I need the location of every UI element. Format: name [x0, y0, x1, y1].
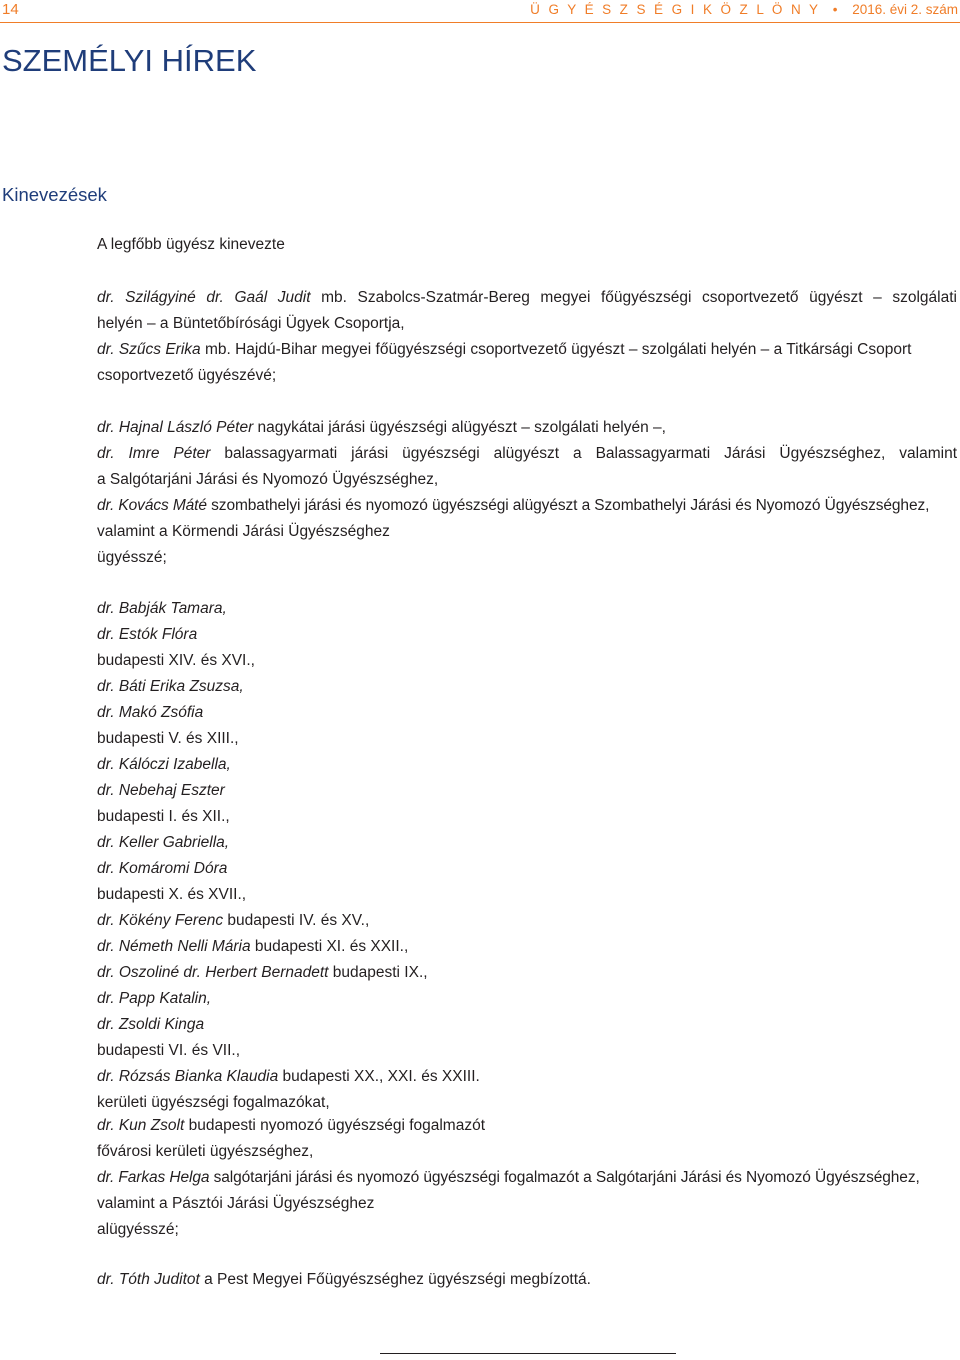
entry-text: budapesti nyomozó ügyészségi fogalmazót: [188, 1117, 486, 1134]
person-name: dr. Babják Tamara,: [97, 600, 227, 617]
entry-text: balassagyarmati járási ügyészségi alügyészt a Balassagyarmati Járási Ügyészséghez, valamint: [224, 445, 957, 462]
person-name: dr. Tóth Juditot: [97, 1271, 200, 1288]
person-name: dr. Keller Gabriella,: [97, 834, 230, 851]
entry-line: [97, 1165, 920, 1191]
entry-line: [97, 415, 666, 441]
header-bullet: •: [832, 2, 840, 17]
person-name: dr. Kun Zsolt: [97, 1117, 185, 1134]
person-name: dr. Kovács Máté: [97, 497, 207, 514]
entry-text: helyén – a Büntetőbírósági Ügyek Csoportja,: [97, 315, 405, 332]
person-name: dr. Farkas Helga: [97, 1169, 210, 1186]
entry-text: csoportvezető ügyészévé;: [97, 367, 277, 384]
entry-line: [97, 441, 957, 467]
person-name: dr. Kálóczi Izabella,: [97, 756, 231, 773]
entry-text: fővárosi kerületi ügyészséghez,: [97, 1143, 314, 1160]
entry-text: mb. Hajdú-Bihar megyei főügyészségi csoportvezető ügyészt – szolgálati helyén – a Titkársági Csoport: [204, 341, 912, 358]
district-text: budapesti IX.,: [332, 964, 428, 981]
district-text: budapesti XIV. és XVI.,: [97, 652, 255, 669]
entry-line: [97, 519, 390, 545]
person-name: dr. Makó Zsófia: [97, 704, 204, 721]
section-title: Kinevezések: [2, 184, 107, 205]
district-text: budapesti I. és XII.,: [97, 808, 230, 825]
entry-text: kerületi ügyészségi fogalmazókat,: [97, 1094, 330, 1111]
entry-line: [97, 1267, 591, 1293]
closing-rule: [380, 1353, 676, 1354]
issue-label: 2016. évi 2. szám: [852, 2, 958, 17]
person-name: dr. Nebehaj Eszter: [97, 782, 225, 799]
entry-line: [97, 337, 911, 363]
person-name: dr. Hajnal László Péter: [97, 419, 254, 436]
entry-line: [97, 1064, 480, 1090]
entry-text: a Salgótarjáni Járási és Nyomozó Ügyészséghez,: [97, 471, 439, 488]
district-text: budapesti VI. és VII.,: [97, 1042, 241, 1059]
district-text: budapesti IV. és XV.,: [227, 912, 370, 929]
entry-line: [97, 545, 167, 571]
entry-line: [97, 285, 957, 311]
entry-text: mb. Szabolcs-Szatmár-Bereg megyei főügyészségi csoportvezető ügyészt – szolgálati: [321, 289, 957, 306]
entry-text: alügyésszé;: [97, 1221, 179, 1238]
person-name: dr. Báti Erika Zsuzsa,: [97, 678, 244, 695]
entry-text: a Pest Megyei Főügyészséghez ügyészségi megbízottá.: [204, 1271, 591, 1288]
person-name: dr. Papp Katalin,: [97, 990, 212, 1007]
entry-line: [97, 311, 405, 337]
page-header: [2, 0, 958, 22]
entry-line: [97, 467, 438, 493]
header-divider: [0, 22, 960, 23]
entry-text: valamint a Pásztói Járási Ügyészséghez: [97, 1195, 375, 1212]
entry-line: [97, 493, 929, 519]
entry-text: salgótarjáni járási és nyomozó ügyészségi fogalmazót a Salgótarjáni Járási és Nyomozó Ügyészséghez,: [213, 1169, 920, 1186]
person-name: dr. Kökény Ferenc: [97, 912, 224, 929]
entry-line: [97, 363, 276, 389]
entry-line: [97, 1113, 485, 1139]
entry-line: [97, 960, 428, 986]
person-name: dr. Estók Flóra: [97, 626, 198, 643]
page-number: 14: [2, 1, 19, 18]
person-name: dr. Németh Nelli Mária: [97, 938, 251, 955]
entry-line: [97, 934, 408, 960]
person-name: dr. Imre Péter: [97, 445, 211, 462]
person-name: dr. Rózsás Bianka Klaudia: [97, 1068, 279, 1085]
entry-text: ügyésszé;: [97, 549, 167, 566]
person-name: dr. Oszoliné dr. Herbert Bernadett: [97, 964, 329, 981]
publication-info: [530, 0, 958, 20]
intro-text: A legfőbb ügyész kinevezte: [97, 236, 285, 253]
person-name: dr. Komáromi Dóra: [97, 860, 228, 877]
entry-text: nagykátai járási ügyészségi alügyészt – szolgálati helyén –,: [257, 419, 666, 436]
publication-name: Ü G Y É S Z S É G I K Ö Z L Ö N Y: [530, 2, 821, 17]
district-text: budapesti XI. és XXII.,: [254, 938, 409, 955]
district-text: budapesti X. és XVII.,: [97, 886, 247, 903]
page-title: SZEMÉLYI HÍREK: [2, 43, 257, 78]
person-name: dr. Zsoldi Kinga: [97, 1016, 205, 1033]
entry-line: [97, 908, 369, 934]
district-text: budapesti XX., XXI. és XXIII.: [282, 1068, 480, 1085]
entry-text: valamint a Körmendi Járási Ügyészséghez: [97, 523, 390, 540]
person-name: dr. Szilágyiné dr. Gaál Judit: [97, 289, 311, 306]
person-name: dr. Szűcs Erika: [97, 341, 201, 358]
entry-text: szombathelyi járási és nyomozó ügyészségi alügyészt a Szombathelyi Járási és Nyomozó Ügyészséghez,: [211, 497, 930, 514]
district-text: budapesti V. és XIII.,: [97, 730, 239, 747]
